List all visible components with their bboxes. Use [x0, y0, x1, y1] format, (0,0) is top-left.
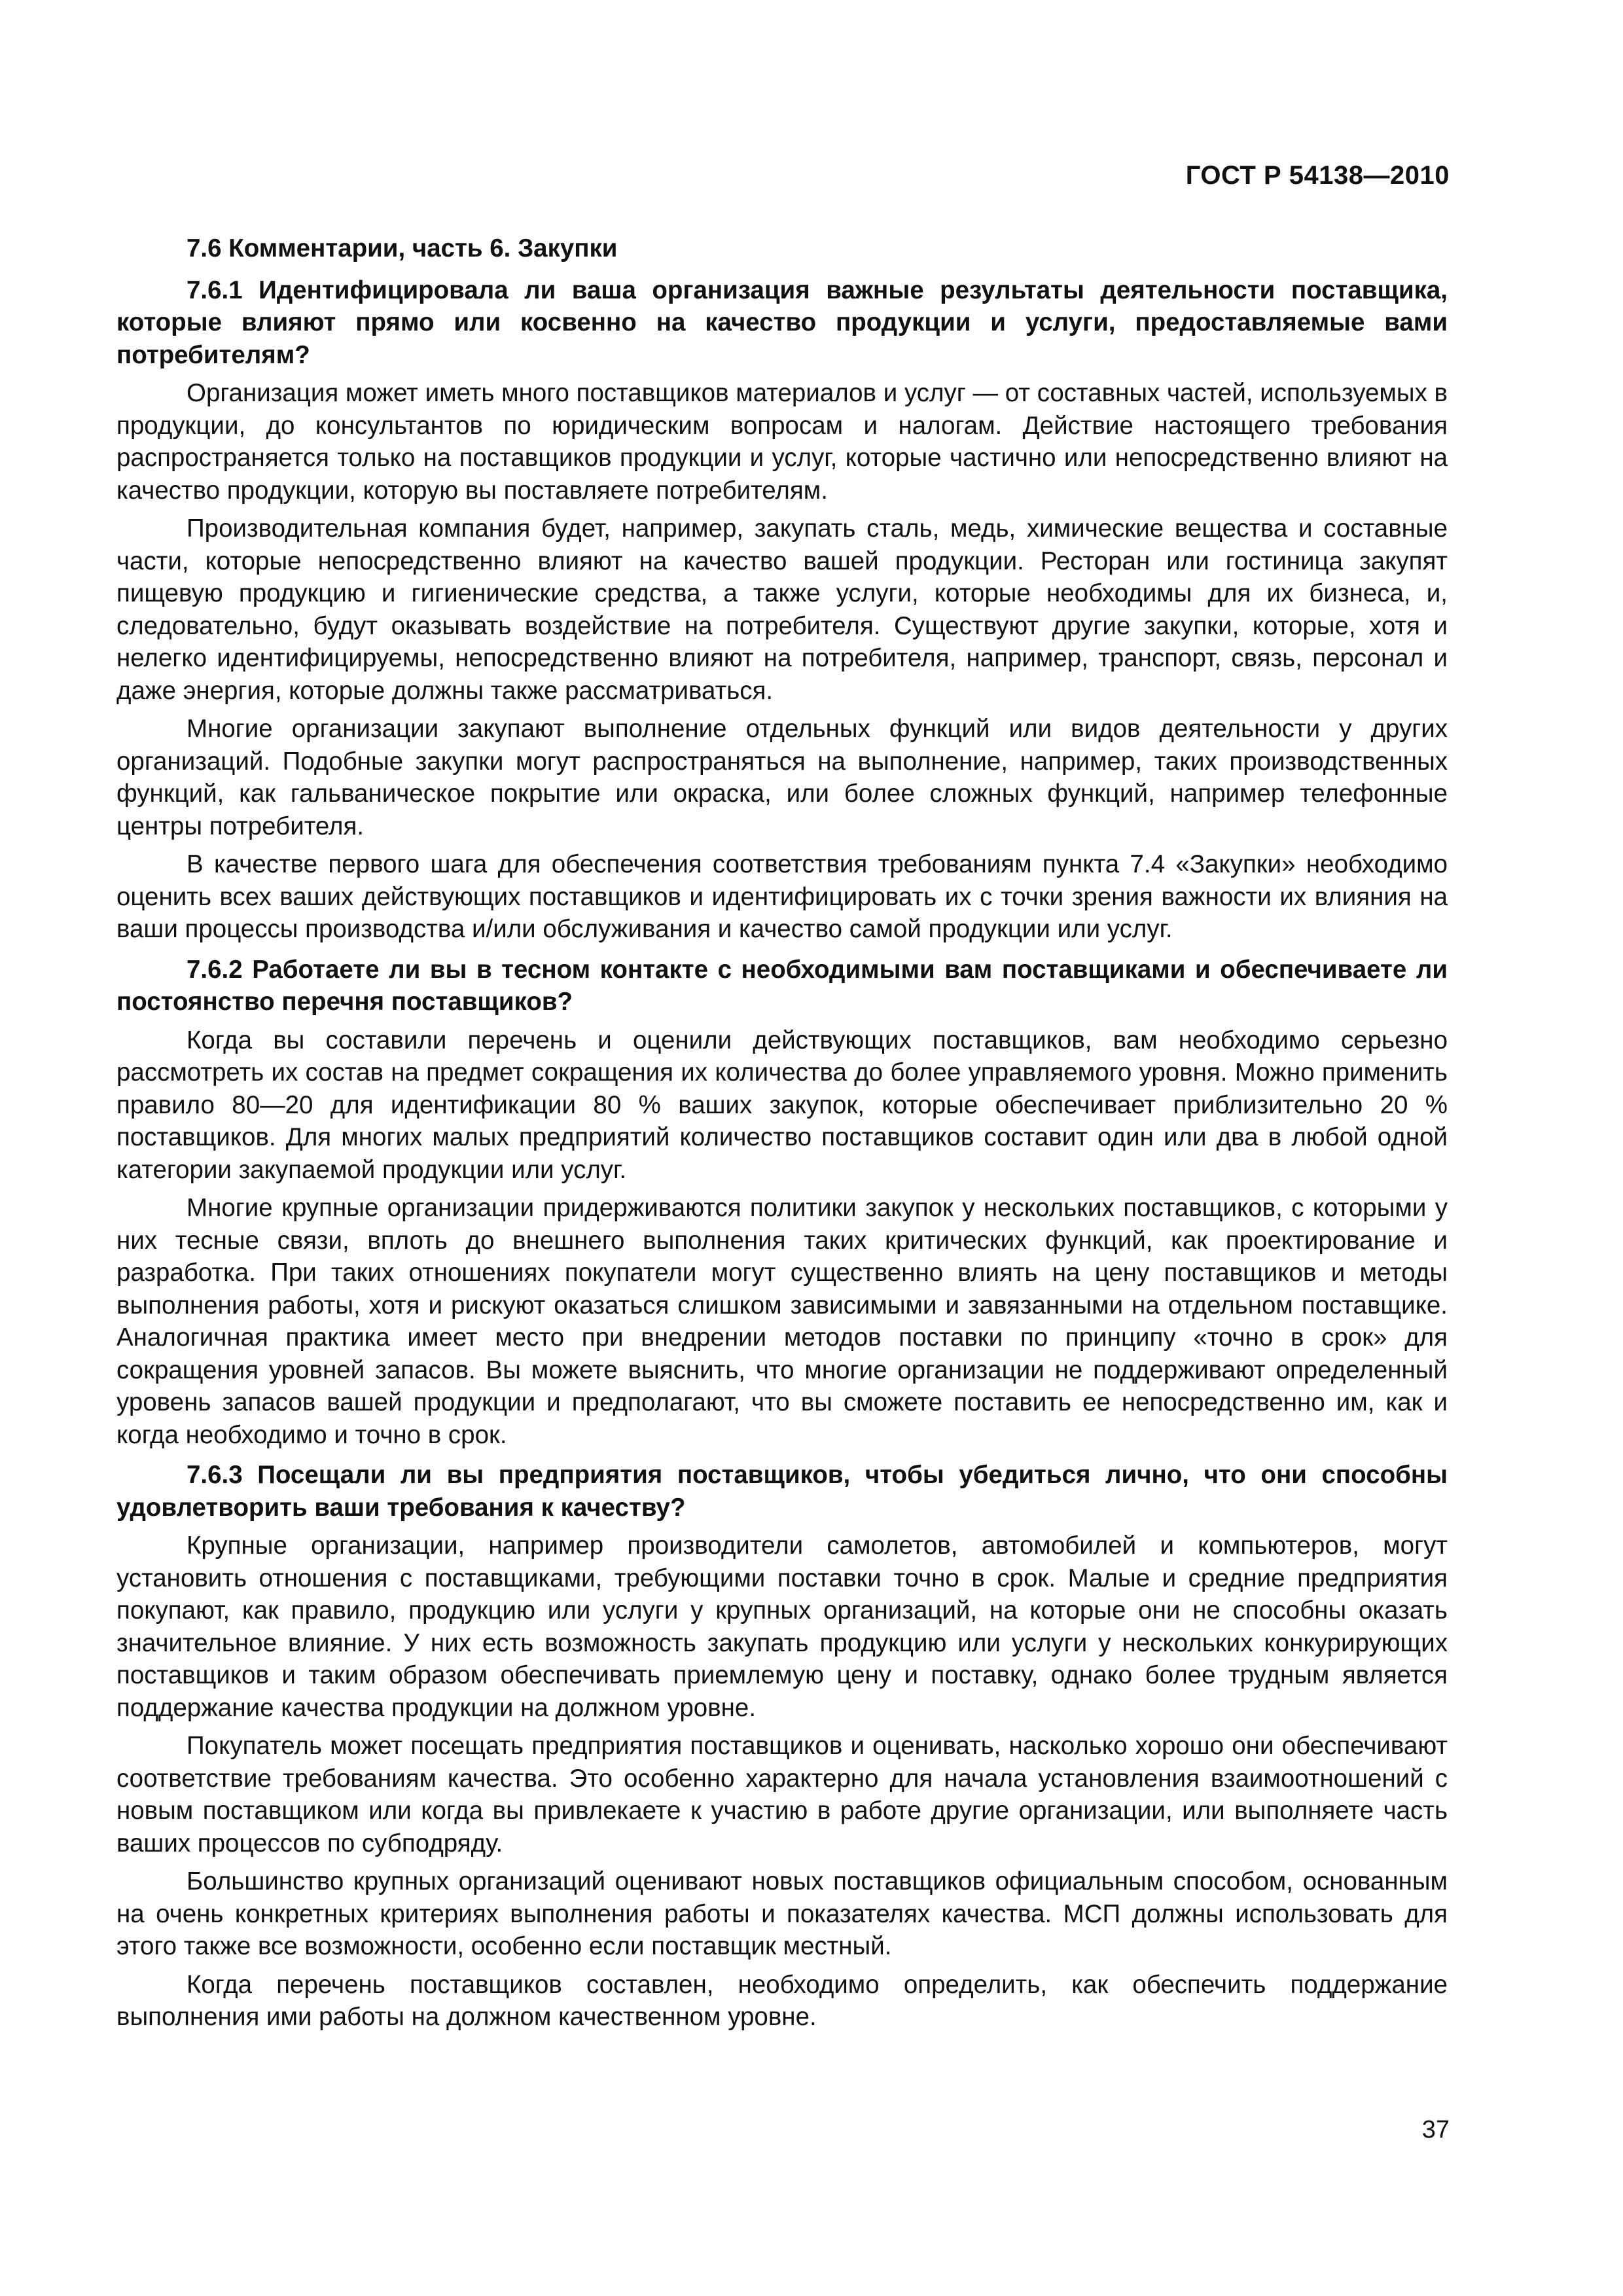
section-heading-7-6-3: 7.6.3 Посещали ли вы предприятия поставщиков, чтобы убедиться лично, что они способны удовлетворить ваши требования к качеству? — [116, 1461, 1448, 1522]
body-paragraph: Покупатель может посещать предприятия поставщиков и оценивать, насколько хорошо они обеспечивают соответствие требованиям качества. Это особенно характерно для начала установления взаимоотношений с новым поставщиком или когда вы привлекаете к участию в работе другие организации, или выполняете часть ваших процессов по субподряду. — [116, 1732, 1448, 1857]
section-heading-7-6-1: 7.6.1 Идентифицировала ли ваша организация важные результаты деятельности поставщика, которые влияют прямо или косвенно на качество продукции и услуги, предоставляемые вами потребителям? — [116, 276, 1448, 369]
body-paragraph: Когда вы составили перечень и оценили действующих поставщиков, вам необходимо серьезно рассмотреть их состав на предмет сокращения их количества до более управляемого уровня. Можно применить правило 80—20 для идентификации 80 % ваших закупок, которые обеспечивает приблизительно 20 % поставщиков. Для многих малых предприятий количество поставщиков составит один или два в любой одной категории закупаемой продукции или услуг. — [116, 1026, 1448, 1184]
section-heading-7-6-2: 7.6.2 Работаете ли вы в тесном контакте с необходимыми вам поставщиками и обеспечиваете ли постоянство перечня поставщиков? — [116, 955, 1448, 1016]
document-header: ГОСТ Р 54138—2010 — [1185, 161, 1450, 190]
body-paragraph: Многие организации закупают выполнение отдельных функций или видов деятельности у других организаций. Подобные закупки могут распространяться на выполнение, например, таких производственных функций, как гальваническое покрытие или окраска, или более сложных функций, например телефонные центры потребителя. — [116, 715, 1448, 840]
body-paragraph: Большинство крупных организаций оценивают новых поставщиков официальным способом, основанным на очень конкретных критериях выполнения работы и показателях качества. МСП должны использовать для этого также все возможности, особенно если поставщик местный. — [116, 1867, 1448, 1960]
body-paragraph: Организация может иметь много поставщиков материалов и услуг — от составных частей, используемых в продукции, до консультантов по юридическим вопросам и налогам. Действие настоящего требования распространяется только на поставщиков продукции и услуг, которые частично или непосредственно влияют на качество продукции, которую вы поставляете потребителям. — [116, 379, 1448, 505]
body-paragraph: Производительная компания будет, например, закупать сталь, медь, химические вещества и составные части, которые непосредственно влияют на качество вашей продукции. Ресторан или гостиница закупят пищевую продукцию и гигиенические средства, а также услуги, которые необходимы для их бизнеса, и, следовательно, будут оказывать воздействие на потребителя. Существуют другие закупки, которые, хотя и нелегко идентифицируемы, непосредственно влияют на потребителя, например, транспорт, связь, персонал и даже энергия, которые должны также рассматриваться. — [116, 514, 1448, 705]
body-paragraph: Когда перечень поставщиков составлен, необходимо определить, как обеспечить поддержание выполнения ими работы на должном качественном уровне. — [116, 1970, 1448, 2031]
section-heading-7-6: 7.6 Комментарии, часть 6. Закупки — [187, 234, 618, 262]
page-number: 37 — [1421, 2116, 1450, 2144]
document-body — [116, 232, 1448, 2034]
body-paragraph: В качестве первого шага для обеспечения соответствия требованиям пункта 7.4 «Закупки» необходимо оценить всех ваших действующих поставщиков и идентифицировать их с точки зрения важности их влияния на ваши процессы производства и/или обслуживания и качество самой продукции или услуг. — [116, 850, 1448, 943]
body-paragraph: Многие крупные организации придерживаются политики закупок у нескольких поставщиков, с которыми у них тесные связи, вплоть до внешнего выполнения таких критических функций, как проектирование и разработка. При таких отношениях покупатели могут существенно влиять на цену поставщиков и методы выполнения работы, хотя и рискуют оказаться слишком зависимыми и завязанными на отдельном поставщике. Аналогичная практика имеет место при внедрении методов поставки по принципу «точно в срок» для сокращения уровней запасов. Вы можете выяснить, что многие организации не поддерживают определенный уровень запасов вашей продукции и предполагают, что вы сможете поставить ее непосредственно им, как и когда необходимо и точно в срок. — [116, 1194, 1448, 1449]
body-paragraph: Крупные организации, например производители самолетов, автомобилей и компьютеров, могут установить отношения с поставщиками, требующими поставки точно в срок. Малые и средние предприятия покупают, как правило, продукцию или услуги у крупных организаций, на которые они не способны оказать значительное влияние. У них есть возможность закупать продукцию или услуги у нескольких конкурирующих поставщиков и таким образом обеспечивать приемлемую цену и поставку, однако более трудным является поддержание качества продукции на должном уровне. — [116, 1532, 1448, 1722]
